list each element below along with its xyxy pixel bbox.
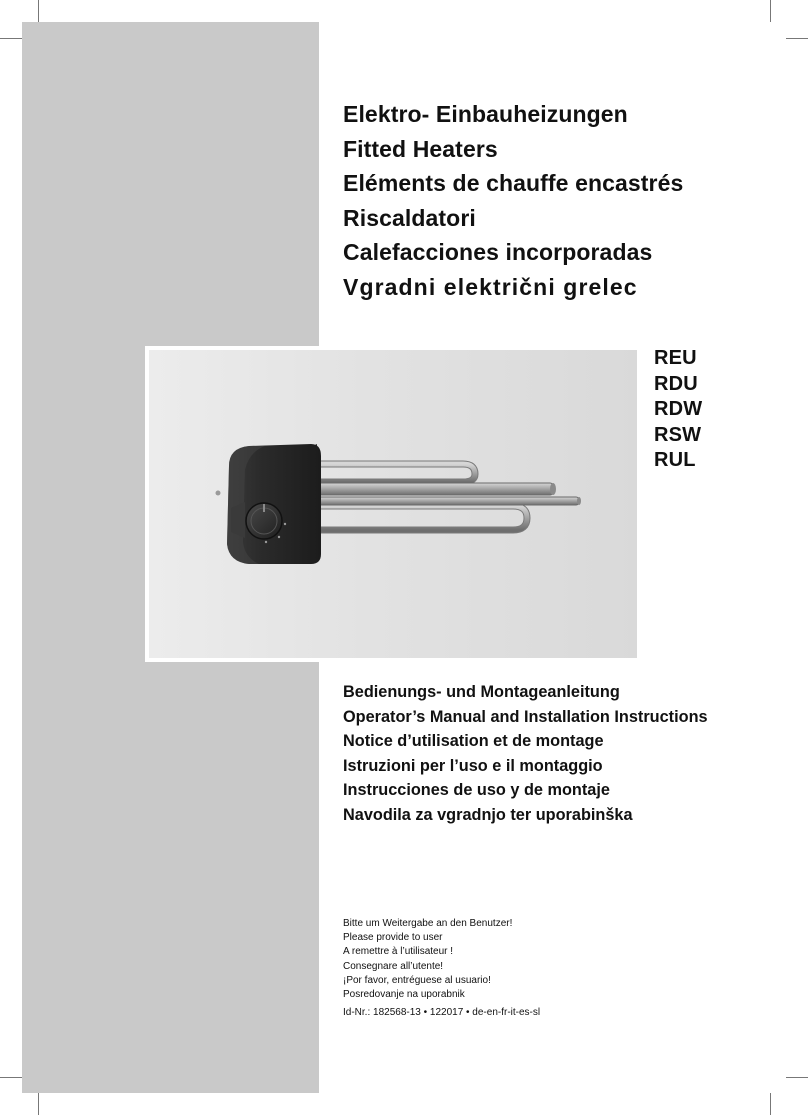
title-en: Fitted Heaters [343,135,498,162]
crop-mark-bottom-left-v [38,1093,39,1115]
note-de: Bitte um Weitergabe an den Benutzer! [343,918,513,929]
model-code: RUL [654,449,696,471]
manual-title-fr: Notice d’utilisation et de montage [343,732,604,751]
screw-icon [216,491,221,496]
manual-title-en: Operator’s Manual and Installation Instructions [343,707,708,726]
model-list [654,346,702,474]
manual-title-de: Bedienungs- und Montageanleitung [343,683,620,701]
title-fr: Eléments de chauffe encastrés [343,170,684,196]
note-en: Please provide to user [343,932,443,944]
manual-titles [343,680,803,828]
model-code: REU [654,347,697,369]
title-sl: Vgradni električni grelec [343,273,638,300]
product-titles [343,97,793,304]
product-photo [145,346,641,662]
model-code: RSW [654,423,702,446]
heater-illustration [145,346,641,662]
crop-mark-bottom-right-h [786,1077,808,1078]
crop-mark-top-right-v [770,0,771,22]
manual-title-sl: Navodila za vgradnjo ter uporabinška [343,805,633,824]
sensor-tubes [305,483,581,505]
manual-title-it: Istruzioni per l’uso e il montaggio [343,756,603,775]
title-de: Elektro- Einbauheizungen [343,101,628,127]
note-es: ¡Por favor, entréguese al usuario! [343,974,491,986]
model-code: RDW [654,398,703,420]
model-code: RDU [654,372,698,395]
manual-title-es: Instrucciones de uso y de montaje [343,781,610,800]
title-it: Riscaldatori [343,204,476,231]
crop-mark-top-left-h [0,38,22,39]
crop-mark-top-right-h [786,38,808,39]
document-id: Id-Nr.: 182568-13 • 122017 • de-en-fr-it-es-sl [343,1007,541,1019]
handover-notes [343,917,643,1020]
note-sl: Posredovanje na uporabnik [343,989,465,1001]
crop-mark-bottom-left-h [0,1077,22,1078]
crop-mark-top-left-v [38,0,39,22]
title-es: Calefacciones incorporadas [343,239,653,265]
note-fr: A remettre à l’utilisateur ! [343,946,454,958]
crop-mark-bottom-right-v [770,1093,771,1115]
note-it: Consegnare all’utente! [343,960,444,972]
